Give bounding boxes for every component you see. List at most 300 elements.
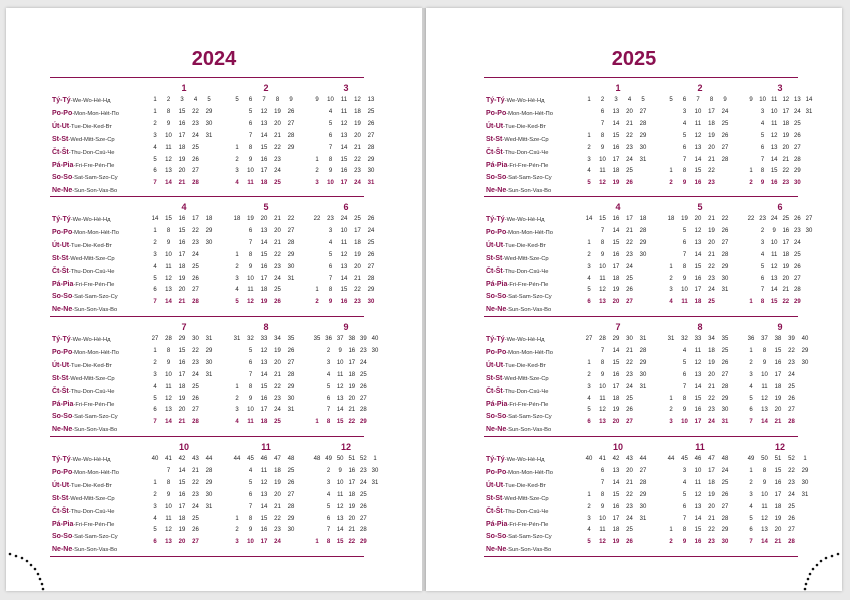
date-cell: 8 <box>682 168 687 175</box>
sunday-date: 26 <box>626 539 633 546</box>
date-cell: 10 <box>694 108 702 115</box>
day-name-translations: -Wed-Mitt-Sze-Ср <box>68 255 115 262</box>
date-cell: 12 <box>761 515 768 522</box>
day-name-translations: -Fri-Fre-Pén-Пе <box>73 401 115 408</box>
day-name-translations: -Sat-Sam-Szo-Су <box>506 534 552 541</box>
date-cell: 10 <box>340 227 348 234</box>
date-cell: 24 <box>794 239 801 246</box>
date-cell: 14 <box>336 527 344 534</box>
date-cell: 1 <box>669 395 673 402</box>
date-cell: 28 <box>721 515 729 522</box>
date-cell: 5 <box>328 251 333 258</box>
day-name-label <box>52 134 148 147</box>
date-cell: 17 <box>348 359 356 366</box>
sunday-date: 9 <box>328 299 333 306</box>
sunday-date: 25 <box>274 180 281 187</box>
date-cell: 3 <box>235 168 239 175</box>
date-cell: 27 <box>639 467 647 474</box>
date-cell: 24 <box>192 371 199 378</box>
date-cell: 25 <box>192 144 199 151</box>
date-cell: 17 <box>708 108 715 115</box>
day-name-abbrev: Tý-Tý <box>486 97 505 104</box>
date-cell: 11 <box>694 479 702 486</box>
date-cell: 8 <box>600 239 605 246</box>
date-cell: 28 <box>287 239 295 246</box>
sunday-date: 2 <box>669 180 673 187</box>
date-cell: 2 <box>235 156 239 163</box>
day-name-translations: -Sun-Son-Vas-Во <box>506 547 552 554</box>
date-cell: 7 <box>248 371 253 378</box>
day-name-translations: -Thu-Don-Csü-Че <box>68 268 115 275</box>
week-number: 32 <box>247 336 254 342</box>
day-name-label <box>52 95 148 108</box>
date-cell: 14 <box>612 227 620 234</box>
sunday-date: 12 <box>599 180 606 187</box>
date-cell: 31 <box>639 383 647 390</box>
date-cell: 11 <box>340 108 348 115</box>
date-cell: 4 <box>760 251 765 258</box>
quarter-block <box>50 77 375 197</box>
date-cell: 6 <box>682 371 687 378</box>
week-number: 37 <box>336 336 344 342</box>
day-name-label <box>486 147 582 160</box>
date-cell: 31 <box>805 108 813 115</box>
day-name-label <box>52 160 148 173</box>
date-cell: 28 <box>721 383 729 390</box>
day-name-abbrev: Pá-Pia <box>52 400 74 408</box>
day-name-translations: -Tue-Die-Ked-Вт <box>503 482 546 489</box>
date-cell: 5 <box>749 395 753 402</box>
day-name-translations: -Tue-Die-Ked-Вт <box>69 242 112 249</box>
quarter-block <box>50 197 375 317</box>
day-name-translations: -Sat-Sam-Szo-Су <box>506 175 552 182</box>
date-cell: 15 <box>260 383 268 390</box>
day-name-label <box>486 108 582 121</box>
day-name-translations: -Wed-Mitt-Sze-Ср <box>502 136 549 143</box>
date-cell: 18 <box>612 395 620 402</box>
day-name-translations: -Sat-Sam-Szo-Су <box>72 534 118 541</box>
day-name-label <box>52 304 148 317</box>
date-cell: 24 <box>274 168 281 175</box>
date-cell: 5 <box>248 347 253 354</box>
week-number: 52 <box>360 456 367 462</box>
date-cell: 13 <box>694 503 702 510</box>
date-cell: 27 <box>192 168 199 175</box>
day-name-label <box>486 172 582 185</box>
date-cell: 6 <box>326 515 331 522</box>
day-name-abbrev: Út-Ut <box>486 122 504 130</box>
date-cell: 19 <box>708 491 715 498</box>
date-cell: 6 <box>682 144 687 151</box>
date-cell: 16 <box>612 503 620 510</box>
day-name-translations: -We-Wo-Hé-Нд <box>504 337 545 343</box>
date-cell: 14 <box>336 407 344 414</box>
date-cell: 5 <box>682 491 687 498</box>
date-cell: 31 <box>287 407 295 414</box>
day-name-abbrev: Út-Ut <box>52 481 70 489</box>
date-cell: 22 <box>708 527 715 534</box>
date-cell: 17 <box>612 515 620 522</box>
date-cell: 20 <box>774 527 782 534</box>
week-number: 14 <box>151 216 159 222</box>
date-cell: 11 <box>337 491 344 498</box>
date-cell: 9 <box>248 395 253 402</box>
sunday-date: 4 <box>669 299 673 306</box>
date-cell: 27 <box>360 395 367 402</box>
week-number: 41 <box>165 456 172 462</box>
date-cell: 1 <box>749 347 753 354</box>
sunday-date: 16 <box>694 539 702 546</box>
week-number: 16 <box>612 216 620 222</box>
week-number: 5 <box>669 97 673 103</box>
day-name-abbrev: Ne-Ne <box>52 187 73 195</box>
date-cell: 28 <box>367 275 375 282</box>
week-number: 3 <box>614 97 618 103</box>
sunday-date: 21 <box>178 299 186 306</box>
date-cell: 6 <box>760 275 765 282</box>
sunday-date: 14 <box>165 419 172 426</box>
day-name-translations: -Mon-Mon-Hét-По <box>506 469 553 476</box>
week-number: 10 <box>327 97 334 103</box>
date-cell: 22 <box>708 395 715 402</box>
sunday-date: 26 <box>274 299 281 306</box>
sunday-date: 31 <box>721 419 729 426</box>
week-number: 5 <box>207 97 211 103</box>
week-number: 5 <box>235 97 239 103</box>
date-cell: 13 <box>770 144 778 151</box>
date-cell: 14 <box>694 383 702 390</box>
date-cell: 26 <box>360 383 367 390</box>
date-cell: 21 <box>626 479 633 486</box>
date-cell: 30 <box>721 275 729 282</box>
date-cell: 22 <box>354 287 361 294</box>
date-cell: 24 <box>788 371 795 378</box>
date-cell: 19 <box>274 479 281 486</box>
sunday-date: 8 <box>326 539 331 546</box>
day-name-label <box>52 399 148 412</box>
date-cell: 20 <box>354 263 361 270</box>
day-name-column <box>52 95 148 198</box>
day-name-label <box>486 493 582 506</box>
date-cell: 22 <box>782 168 790 175</box>
date-cell: 13 <box>761 527 768 534</box>
date-cell: 5 <box>587 407 591 414</box>
day-name-label <box>52 214 148 227</box>
day-name-abbrev: Čt-Št <box>52 387 69 395</box>
date-cell: 29 <box>639 132 647 139</box>
week-number: 47 <box>708 456 715 462</box>
date-cell: 22 <box>192 347 199 354</box>
date-cell: 17 <box>348 479 356 486</box>
date-cell: 6 <box>600 467 605 474</box>
day-name-abbrev: Pá-Pia <box>486 280 508 288</box>
week-number: 9 <box>289 97 293 103</box>
date-cell: 26 <box>721 491 729 498</box>
week-number: 31 <box>667 336 675 342</box>
date-cell: 26 <box>794 132 801 139</box>
date-cell: 2 <box>153 120 157 127</box>
day-name-label <box>52 253 148 266</box>
date-cell: 14 <box>340 275 348 282</box>
day-name-label <box>486 304 582 317</box>
date-cell: 25 <box>788 383 795 390</box>
date-cell: 20 <box>178 407 186 414</box>
sunday-date: 12 <box>599 539 606 546</box>
date-cell: 8 <box>328 156 333 163</box>
day-name-translations: -Mon-Mon-Hét-По <box>72 110 119 117</box>
date-cell: 1 <box>153 479 157 486</box>
date-cell: 20 <box>354 132 361 139</box>
date-cell: 22 <box>192 479 199 486</box>
date-cell: 4 <box>326 491 331 498</box>
date-cell: 19 <box>708 359 715 366</box>
week-number: 34 <box>708 336 715 342</box>
sunday-date: 8 <box>760 299 765 306</box>
day-name-translations: -Fri-Fre-Pén-Пе <box>507 281 549 288</box>
date-cell: 14 <box>694 251 702 258</box>
week-number: 8 <box>709 97 714 103</box>
quarter-block <box>50 437 379 557</box>
day-name-label <box>486 531 582 544</box>
day-name-column <box>486 95 582 198</box>
week-number: 44 <box>667 456 675 462</box>
day-name-label <box>52 544 148 557</box>
day-name-abbrev: St-St <box>486 254 503 262</box>
date-cell: 10 <box>599 383 606 390</box>
week-number: 16 <box>178 216 186 222</box>
date-cell: 27 <box>287 359 295 366</box>
date-cell: 28 <box>639 227 647 234</box>
date-cell: 9 <box>166 120 171 127</box>
day-name-translations: -Tue-Die-Ked-Вт <box>69 362 112 369</box>
day-name-abbrev: Út-Ut <box>486 241 504 249</box>
day-name-abbrev: So-So <box>52 293 73 301</box>
date-cell: 12 <box>165 156 172 163</box>
month-number: 6 <box>777 202 783 212</box>
week-number: 25 <box>354 216 361 222</box>
week-number: 37 <box>761 336 768 342</box>
date-cell: 5 <box>153 395 157 402</box>
sunday-date: 23 <box>782 180 790 187</box>
day-name-abbrev: Pá-Pia <box>52 161 74 169</box>
month-number: 12 <box>774 442 785 452</box>
day-name-column <box>52 334 148 437</box>
date-cell: 3 <box>587 263 591 270</box>
date-cell: 16 <box>348 467 356 474</box>
date-cell: 18 <box>612 168 620 175</box>
date-cell: 26 <box>287 108 295 115</box>
date-cell: 2 <box>669 407 673 414</box>
week-number: 40 <box>585 456 593 462</box>
date-cell: 6 <box>153 287 157 294</box>
day-name-label <box>486 519 582 532</box>
date-cell: 4 <box>587 395 591 402</box>
day-name-abbrev: Po-Po <box>486 109 507 117</box>
day-name-abbrev: Ne-Ne <box>486 187 507 195</box>
day-name-translations: -Fri-Fre-Pén-Пе <box>507 521 549 528</box>
sunday-date: 21 <box>774 419 782 426</box>
date-cell: 24 <box>721 467 729 474</box>
week-number: 22 <box>287 216 295 222</box>
week-number: 27 <box>151 336 159 342</box>
date-cell: 20 <box>274 120 281 127</box>
date-cell: 7 <box>328 144 333 151</box>
date-cell: 26 <box>626 287 633 294</box>
sunday-date: 21 <box>178 180 186 187</box>
date-cell: 19 <box>348 383 356 390</box>
date-cell: 16 <box>260 263 268 270</box>
date-cell: 30 <box>639 371 647 378</box>
week-number: 31 <box>205 336 213 342</box>
date-cell: 3 <box>749 371 753 378</box>
day-name-abbrev: Ne-Ne <box>52 426 73 434</box>
date-cell: 20 <box>626 108 633 115</box>
date-cell: 18 <box>774 503 782 510</box>
date-cell: 29 <box>639 239 647 246</box>
date-cell: 7 <box>600 347 605 354</box>
date-cell: 23 <box>274 527 281 534</box>
date-cell: 17 <box>178 251 186 258</box>
week-number: 12 <box>354 97 361 103</box>
date-cell: 5 <box>682 132 687 139</box>
date-cell: 16 <box>612 144 620 151</box>
date-cell: 29 <box>205 227 213 234</box>
date-cell: 29 <box>721 263 729 270</box>
date-cell: 11 <box>599 527 606 534</box>
date-cell: 24 <box>192 503 199 510</box>
date-cell: 20 <box>708 371 715 378</box>
date-cell: 8 <box>762 467 767 474</box>
date-cell: 25 <box>721 120 729 127</box>
date-cell: 8 <box>682 263 687 270</box>
day-name-translations: -Sat-Sam-Szo-Су <box>506 294 552 301</box>
date-cell: 24 <box>192 132 199 139</box>
day-name-label <box>52 386 148 399</box>
sunday-date: 23 <box>354 299 361 306</box>
date-cell: 3 <box>669 287 673 294</box>
date-cell: 6 <box>760 144 765 151</box>
date-cell: 9 <box>682 275 687 282</box>
date-cell: 2 <box>669 275 673 282</box>
date-cell: 20 <box>348 395 356 402</box>
month-number: 5 <box>697 202 703 212</box>
date-cell: 4 <box>326 371 331 378</box>
date-cell: 2 <box>587 371 591 378</box>
date-cell: 27 <box>192 287 199 294</box>
date-cell: 18 <box>274 467 281 474</box>
date-cell: 3 <box>760 108 765 115</box>
week-number: 18 <box>639 216 647 222</box>
date-cell: 13 <box>694 144 702 151</box>
date-cell: 17 <box>774 491 782 498</box>
day-name-abbrev: Čt-Št <box>486 267 503 275</box>
date-cell: 28 <box>721 156 729 163</box>
date-cell: 30 <box>801 479 809 486</box>
date-cell: 3 <box>326 479 331 486</box>
right-page <box>426 8 842 591</box>
date-cell: 30 <box>287 527 295 534</box>
sunday-date: 29 <box>360 419 367 426</box>
day-name-label <box>486 360 582 373</box>
day-name-translations: -Thu-Don-Csü-Че <box>502 388 549 395</box>
week-number: 3 <box>180 97 184 103</box>
sunday-date: 11 <box>247 419 254 426</box>
date-cell: 15 <box>340 287 348 294</box>
date-cell: 25 <box>192 263 199 270</box>
month-number: 7 <box>615 322 621 332</box>
decorative-dots-right <box>796 548 842 591</box>
day-name-label <box>486 240 582 253</box>
date-cell: 5 <box>328 120 333 127</box>
date-cell: 27 <box>794 144 801 151</box>
sunday-date: 14 <box>165 180 172 187</box>
day-name-abbrev: So-So <box>52 533 73 541</box>
sunday-date: 2 <box>669 539 673 546</box>
date-cell: 26 <box>287 479 295 486</box>
day-name-abbrev: Čt-Št <box>486 507 503 515</box>
week-number: 1 <box>153 97 157 103</box>
date-cell: 8 <box>682 527 687 534</box>
day-name-label <box>52 266 148 279</box>
date-cell: 7 <box>760 156 765 163</box>
sunday-date: 6 <box>587 299 591 306</box>
date-cell: 1 <box>669 527 673 534</box>
day-name-abbrev: Po-Po <box>52 348 73 356</box>
date-cell: 10 <box>599 156 606 163</box>
week-number: 4 <box>193 97 198 103</box>
day-name-translations: -Wed-Mitt-Sze-Ср <box>502 255 549 262</box>
date-cell: 10 <box>761 491 768 498</box>
date-cell: 7 <box>600 227 605 234</box>
date-cell: 16 <box>694 407 702 414</box>
date-cell: 6 <box>153 168 157 175</box>
date-cell: 13 <box>761 407 768 414</box>
date-cell: 31 <box>205 371 213 378</box>
date-cell: 19 <box>782 263 790 270</box>
date-cell: 17 <box>354 227 361 234</box>
date-cell: 9 <box>338 347 342 354</box>
date-cell: 6 <box>248 227 253 234</box>
sunday-date: 6 <box>587 419 591 426</box>
date-cell: 30 <box>205 491 213 498</box>
date-cell: 13 <box>260 491 268 498</box>
date-cell: 8 <box>328 287 333 294</box>
date-cell: 6 <box>328 263 333 270</box>
sunday-date: 17 <box>260 539 268 546</box>
date-cell: 27 <box>367 132 375 139</box>
sunday-date: 30 <box>367 299 375 306</box>
date-cell: 10 <box>165 251 172 258</box>
date-cell: 6 <box>248 491 253 498</box>
day-name-abbrev: Tý-Tý <box>52 456 71 463</box>
date-cell: 17 <box>260 407 268 414</box>
date-cell: 22 <box>626 239 633 246</box>
sunday-date: 20 <box>612 299 620 306</box>
date-cell: 23 <box>794 227 801 234</box>
day-name-translations: -Thu-Don-Csü-Че <box>68 508 115 515</box>
date-cell: 16 <box>782 227 790 234</box>
date-cell: 11 <box>165 263 172 270</box>
day-name-abbrev: Pá-Pia <box>486 520 508 528</box>
week-number: 32 <box>681 336 688 342</box>
date-cell: 22 <box>192 108 199 115</box>
date-cell: 25 <box>721 479 729 486</box>
date-cell: 17 <box>774 371 782 378</box>
week-number: 17 <box>192 216 199 222</box>
day-name-translations: -Thu-Don-Csü-Че <box>68 388 115 395</box>
date-cell: 30 <box>371 347 379 354</box>
day-name-translations: -Fri-Fre-Pén-Пе <box>73 521 115 528</box>
